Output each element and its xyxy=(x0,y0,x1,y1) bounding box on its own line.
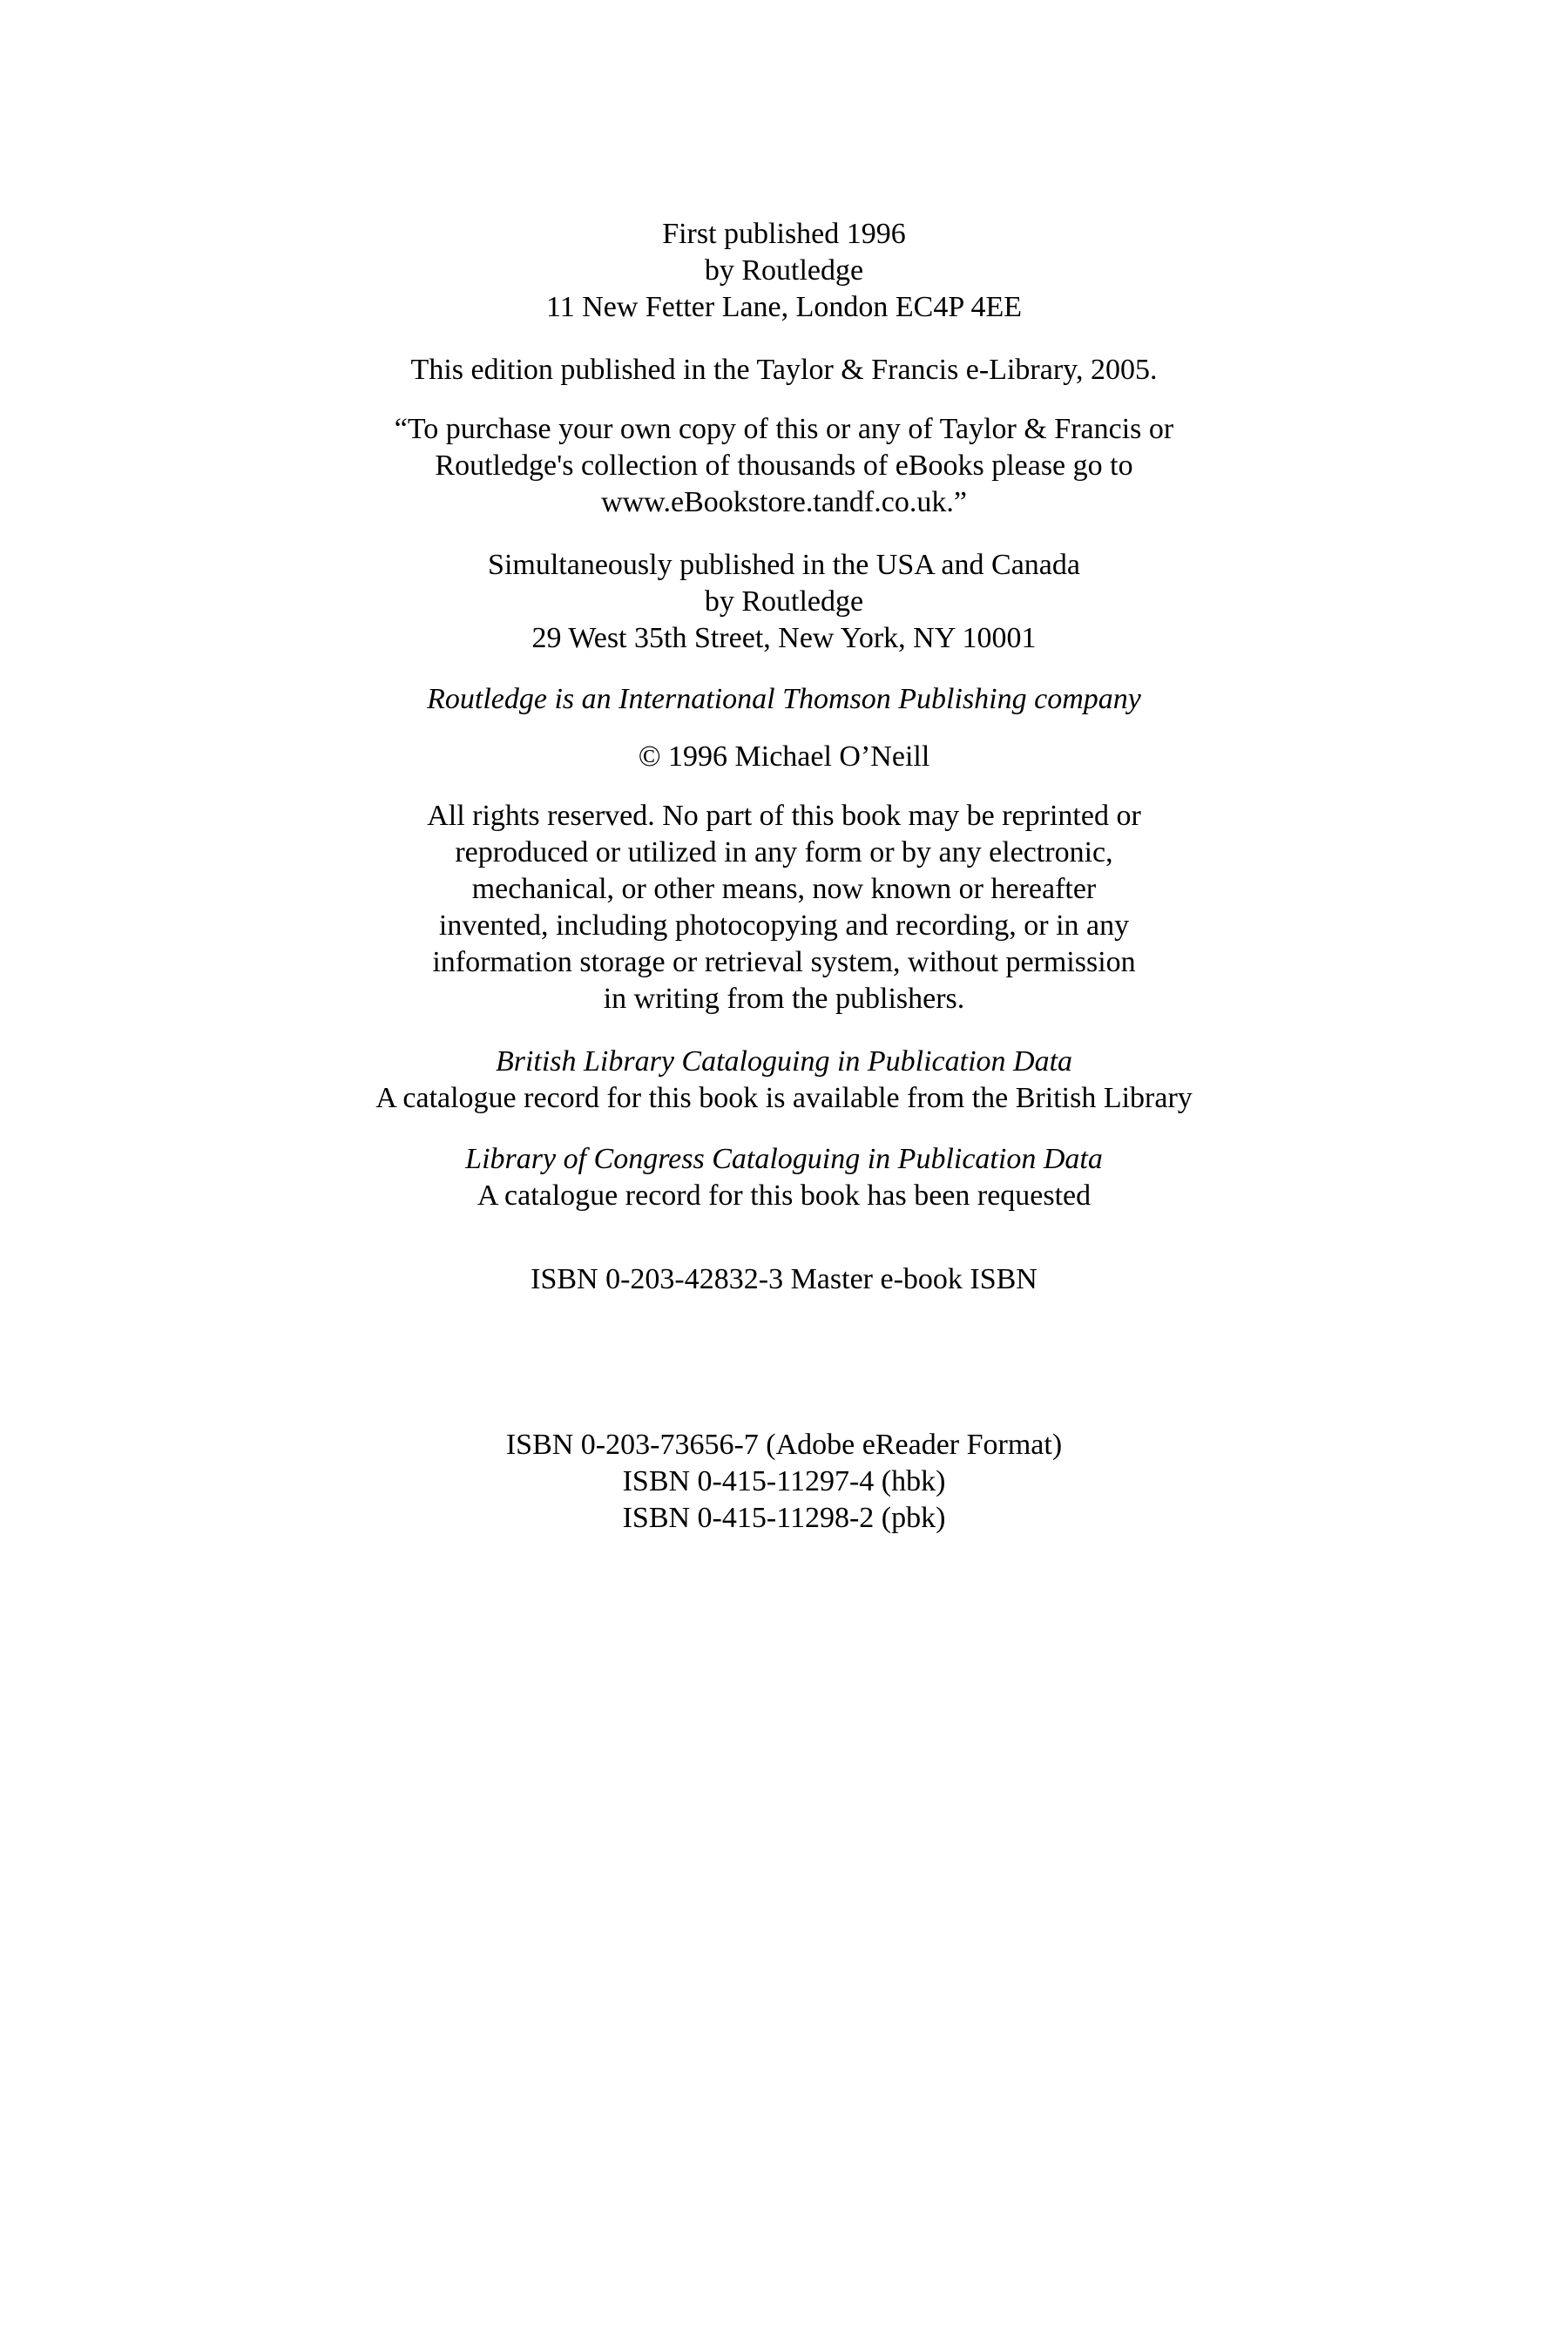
isbn-list-block xyxy=(261,1427,1307,1537)
isbn-master-block xyxy=(261,1261,1307,1298)
library-of-congress-text: A catalogue record for this book has been requested xyxy=(476,1179,1092,1212)
edition-note: This edition published in the Taylor & Francis e-Library, 2005. xyxy=(410,354,1158,386)
rights-line: information storage or retrieval system, without permission xyxy=(432,946,1136,978)
copyright-notice: © 1996 Michael O’Neill xyxy=(638,740,930,773)
us-publisher-line: by Routledge xyxy=(704,585,864,618)
british-library-block xyxy=(261,1044,1307,1117)
rights-line: in writing from the publishers. xyxy=(603,983,965,1015)
rights-block xyxy=(261,798,1307,1017)
isbn-master: ISBN 0-203-42832-3 Master e-book ISBN xyxy=(531,1263,1037,1295)
first-published-block xyxy=(261,216,1307,326)
purchase-note-url: www.eBookstore.tandf.co.uk.” xyxy=(601,486,967,518)
rights-line: All rights reserved. No part of this book may be reprinted or xyxy=(427,800,1141,832)
purchase-note-line: Routledge's collection of thousands of eBooks please go to xyxy=(435,449,1133,482)
isbn-line: ISBN 0-415-11297-4 (hbk) xyxy=(622,1465,946,1497)
library-of-congress-heading: Library of Congress Cataloguing in Publication Data xyxy=(465,1143,1103,1175)
rights-line: mechanical, or other means, now known or hereafter xyxy=(471,873,1097,905)
edition-note-block xyxy=(261,352,1307,389)
isbn-line: ISBN 0-415-11298-2 (pbk) xyxy=(622,1502,946,1534)
purchase-note-line: “To purchase your own copy of this or any of Taylor & Francis or xyxy=(394,413,1174,445)
company-note: Routledge is an International Thomson Publishing company xyxy=(427,683,1141,715)
simultaneous-publication-block xyxy=(261,547,1307,657)
purchase-note-block xyxy=(261,411,1307,521)
british-library-text: A catalogue record for this book is available from the British Library xyxy=(375,1082,1193,1114)
british-library-heading: British Library Cataloguing in Publication Data xyxy=(495,1045,1073,1078)
publisher-address: 11 New Fetter Lane, London EC4P 4EE xyxy=(545,291,1023,323)
simultaneous-line: Simultaneously published in the USA and Canada xyxy=(488,549,1080,581)
copyright-block xyxy=(261,739,1307,775)
us-publisher-address: 29 West 35th Street, New York, NY 10001 xyxy=(531,622,1037,654)
company-note-block xyxy=(261,681,1307,718)
rights-line: invented, including photocopying and recording, or in any xyxy=(438,909,1130,942)
library-of-congress-block xyxy=(261,1141,1307,1214)
isbn-line: ISBN 0-203-73656-7 (Adobe eReader Format) xyxy=(505,1429,1063,1461)
first-published-line: First published 1996 xyxy=(662,218,906,250)
publisher-line: by Routledge xyxy=(704,254,864,287)
rights-line: reproduced or utilized in any form or by any electronic, xyxy=(455,836,1113,868)
